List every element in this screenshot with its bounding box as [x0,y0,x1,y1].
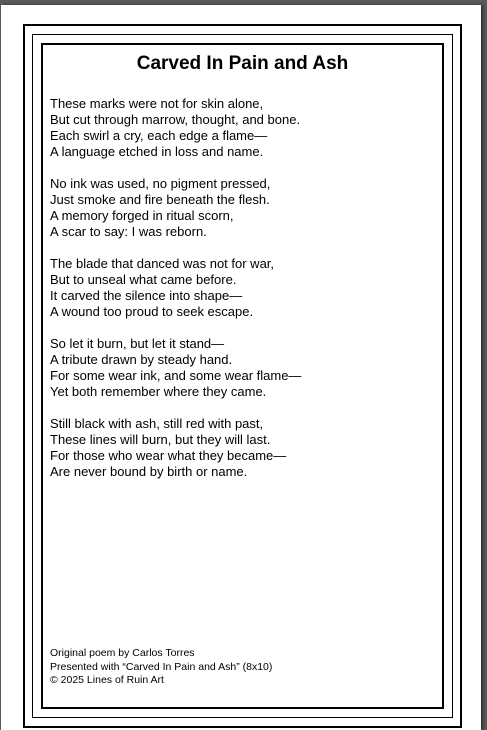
stanza-4 [50,336,430,400]
poem-line: A wound too proud to seek escape. [50,304,254,319]
poem-line: Each swirl a cry, each edge a flame— [50,128,268,143]
poem-line: For those who wear what they became— [50,448,287,463]
poem-line: These marks were not for skin alone, [50,96,264,111]
credits-footer [50,647,430,688]
document-page [1,5,481,730]
poem-line: Just smoke and fire beneath the flesh. [50,192,270,207]
poem-line: But cut through marrow, thought, and bone. [50,112,301,127]
stanza-3 [50,256,430,320]
poem-title: Carved In Pain and Ash [136,53,349,74]
poem-line: These lines will burn, but they will last. [50,432,271,447]
poem-line: For some wear ink, and some wear flame— [50,368,302,383]
poem-line: A memory forged in ritual scorn, [50,208,234,223]
poem-line: It carved the silence into shape— [50,288,243,303]
stanza-1 [50,96,430,160]
poem-line: A tribute drawn by steady hand. [50,352,233,367]
poem-line: So let it burn, but let it stand— [50,336,225,351]
poem-body [50,96,430,496]
poem-line: Are never bound by birth or name. [50,464,248,479]
poem-line: Yet both remember where they came. [50,384,267,399]
poem-line: A scar to say: I was reborn. [50,224,207,239]
stanza-2 [50,176,430,240]
poem-line: Still black with ash, still red with past, [50,416,264,431]
poem-line: But to unseal what came before. [50,272,237,287]
stanza-5 [50,416,430,480]
author-credit: Original poem by Carlos Torres [50,647,195,659]
poem-line: The blade that danced was not for war, [50,256,275,271]
presented-credit: Presented with “Carved In Pain and Ash” (8x10) [50,660,273,673]
poem-line: A language etched in loss and name. [50,144,264,159]
copyright-notice: © 2025 Lines of Ruin Art [50,674,164,686]
poem-line: No ink was used, no pigment pressed, [50,176,271,191]
